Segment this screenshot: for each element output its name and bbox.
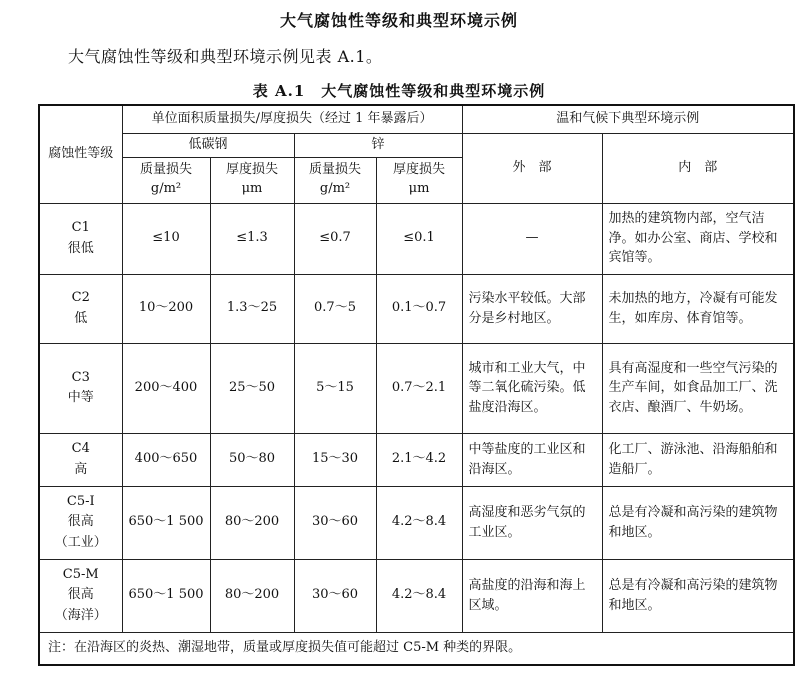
zinc-thickness-cell: 0.7～2.1 <box>376 343 462 433</box>
header-steel-thickness: 厚度损失 μm <box>210 157 294 203</box>
header-mass-loss-group: 单位面积质量损失/厚度损失（经过 1 年暴露后） <box>122 105 462 133</box>
inside-cell: 未加热的地方，冷凝有可能发生，如库房、体育馆等。 <box>602 274 794 343</box>
outside-cell: 污染水平较低。大部分是乡村地区。 <box>462 274 602 343</box>
header-climate-group: 温和气候下典型环境示例 <box>462 105 794 133</box>
outside-cell: 高湿度和恶劣气氛的工业区。 <box>462 486 602 559</box>
zinc-mass-cell: 15～30 <box>294 433 376 486</box>
grade-cell: C1 很低 <box>39 203 122 274</box>
grade-cell: C4 高 <box>39 433 122 486</box>
inside-cell: 总是有冷凝和高污染的建筑物和地区。 <box>602 559 794 632</box>
zinc-thickness-cell: 2.1～4.2 <box>376 433 462 486</box>
steel-mass-cell: 10～200 <box>122 274 210 343</box>
inside-cell: 总是有冷凝和高污染的建筑物和地区。 <box>602 486 794 559</box>
table-row <box>39 433 794 486</box>
grade-cell: C5-I 很高 （工业） <box>39 486 122 559</box>
intro-text: 大气腐蚀性等级和典型环境示例见表 A.1。 <box>68 47 383 66</box>
steel-mass-cell: 400～650 <box>122 433 210 486</box>
steel-thickness-cell: 80～200 <box>210 559 294 632</box>
zinc-mass-cell: ≤0.7 <box>294 203 376 274</box>
header-inside: 内 部 <box>602 133 794 203</box>
steel-thickness-cell: ≤1.3 <box>210 203 294 274</box>
zinc-mass-cell: 0.7～5 <box>294 274 376 343</box>
header-steel-mass: 质量损失 g/m² <box>122 157 210 203</box>
inside-cell: 具有高湿度和一些空气污染的生产车间，如食品加工厂、洗衣店、酿酒厂、牛奶场。 <box>602 343 794 433</box>
steel-thickness-cell: 50～80 <box>210 433 294 486</box>
header-grade: 腐蚀性等级 <box>39 105 122 203</box>
header-carbon-steel: 低碳钢 <box>122 133 294 157</box>
steel-thickness-cell: 25～50 <box>210 343 294 433</box>
zinc-mass-cell: 30～60 <box>294 559 376 632</box>
inside-cell: 加热的建筑物内部，空气洁净。如办公室、商店、学校和宾馆等。 <box>602 203 794 274</box>
zinc-thickness-cell: 4.2～8.4 <box>376 559 462 632</box>
steel-thickness-cell: 1.3～25 <box>210 274 294 343</box>
steel-mass-cell: 650～1 500 <box>122 559 210 632</box>
table-row <box>39 274 794 343</box>
corrosion-table <box>38 104 795 666</box>
outside-cell: — <box>462 203 602 274</box>
outside-cell: 城市和工业大气，中等二氧化硫污染。低盐度沿海区。 <box>462 343 602 433</box>
document-title: 大气腐蚀性等级和典型环境示例 <box>279 11 518 30</box>
header-zinc-thickness: 厚度损失 μm <box>376 157 462 203</box>
header-zinc: 锌 <box>294 133 462 157</box>
table-note-row <box>39 632 794 665</box>
grade-cell: C3 中等 <box>39 343 122 433</box>
zinc-thickness-cell: ≤0.1 <box>376 203 462 274</box>
outside-cell: 高盐度的沿海和海上区域。 <box>462 559 602 632</box>
zinc-thickness-cell: 0.1～0.7 <box>376 274 462 343</box>
header-zinc-mass: 质量损失 g/m² <box>294 157 376 203</box>
table-row <box>39 203 794 274</box>
grade-cell: C5-M 很高 （海洋） <box>39 559 122 632</box>
outside-cell: 中等盐度的工业区和沿海区。 <box>462 433 602 486</box>
table-row <box>39 486 794 559</box>
inside-cell: 化工厂、游泳池、沿海船舶和造船厂。 <box>602 433 794 486</box>
steel-mass-cell: 650～1 500 <box>122 486 210 559</box>
steel-mass-cell: ≤10 <box>122 203 210 274</box>
zinc-thickness-cell: 4.2～8.4 <box>376 486 462 559</box>
table-row <box>39 559 794 632</box>
table-note: 注：在沿海区的炎热、潮湿地带，质量或厚度损失值可能超过 C5-M 种类的界限。 <box>39 632 794 665</box>
table-caption: 表 A.1 大气腐蚀性等级和典型环境示例 <box>252 82 546 100</box>
grade-cell: C2 低 <box>39 274 122 343</box>
zinc-mass-cell: 5～15 <box>294 343 376 433</box>
steel-mass-cell: 200～400 <box>122 343 210 433</box>
zinc-mass-cell: 30～60 <box>294 486 376 559</box>
steel-thickness-cell: 80～200 <box>210 486 294 559</box>
table-row <box>39 343 794 433</box>
header-outside: 外 部 <box>462 133 602 203</box>
